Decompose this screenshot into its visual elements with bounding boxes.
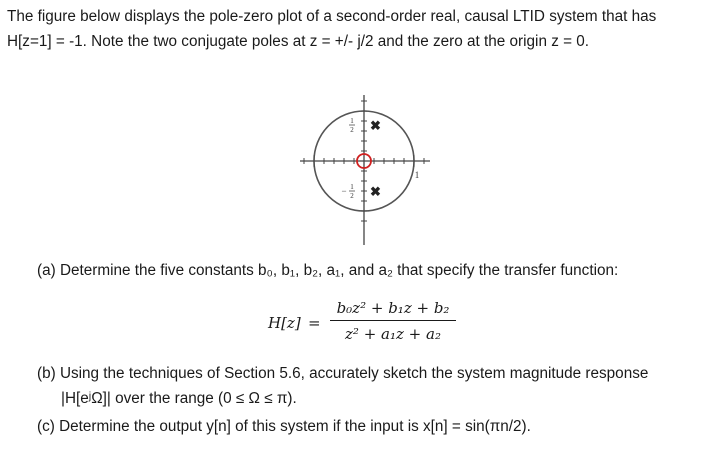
- lower-pole-label-num: 1: [350, 183, 354, 191]
- question-b-line-1: (b) Using the techniques of Section 5.6, accurately sketch the system magnitude response: [37, 365, 649, 382]
- intro-line-1: The figure below displays the pole-zero plot of a second-order real, causal LTID system that has: [7, 8, 657, 25]
- lower-pole-label-sign: −: [341, 186, 347, 196]
- upper-pole-label: [349, 117, 355, 134]
- question-a: (a) Determine the five constants b₀, b₁, b₂, a₁, and a₂ that specify the transfer function:: [37, 262, 619, 279]
- lower-pole-label-den: 2: [350, 192, 354, 200]
- transfer-function-fraction: [328, 297, 458, 346]
- lower-pole-label: [341, 183, 355, 200]
- equals-sign: =: [308, 314, 321, 332]
- real-axis-tick-label: 1: [414, 170, 420, 180]
- question-b-line-2: |H[eʲΩ]| over the range (0 ≤ Ω ≤ π).: [61, 390, 297, 407]
- upper-pole-label-den: 2: [350, 126, 354, 134]
- question-c: (c) Determine the output y[n] of this system if the input is x[n] = sin(πn/2).: [37, 418, 531, 435]
- transfer-function-numerator: b₀z² + b₁z + b₂: [336, 299, 450, 317]
- transfer-function-lhs: H[z]: [268, 314, 301, 332]
- pole-zero-plot: [284, 95, 444, 245]
- upper-pole-label-num: 1: [350, 117, 354, 125]
- transfer-function-denominator: z² + a₁z + a₂: [345, 325, 441, 343]
- problem-intro: [7, 4, 719, 54]
- pole-marker-upper: ✖: [370, 118, 381, 133]
- pole-marker-lower: ✖: [370, 184, 381, 199]
- intro-line-2: H[z=1] = -1. Note the two conjugate poles at z = +/- j/2 and the zero at the origin z = 0.: [7, 33, 590, 50]
